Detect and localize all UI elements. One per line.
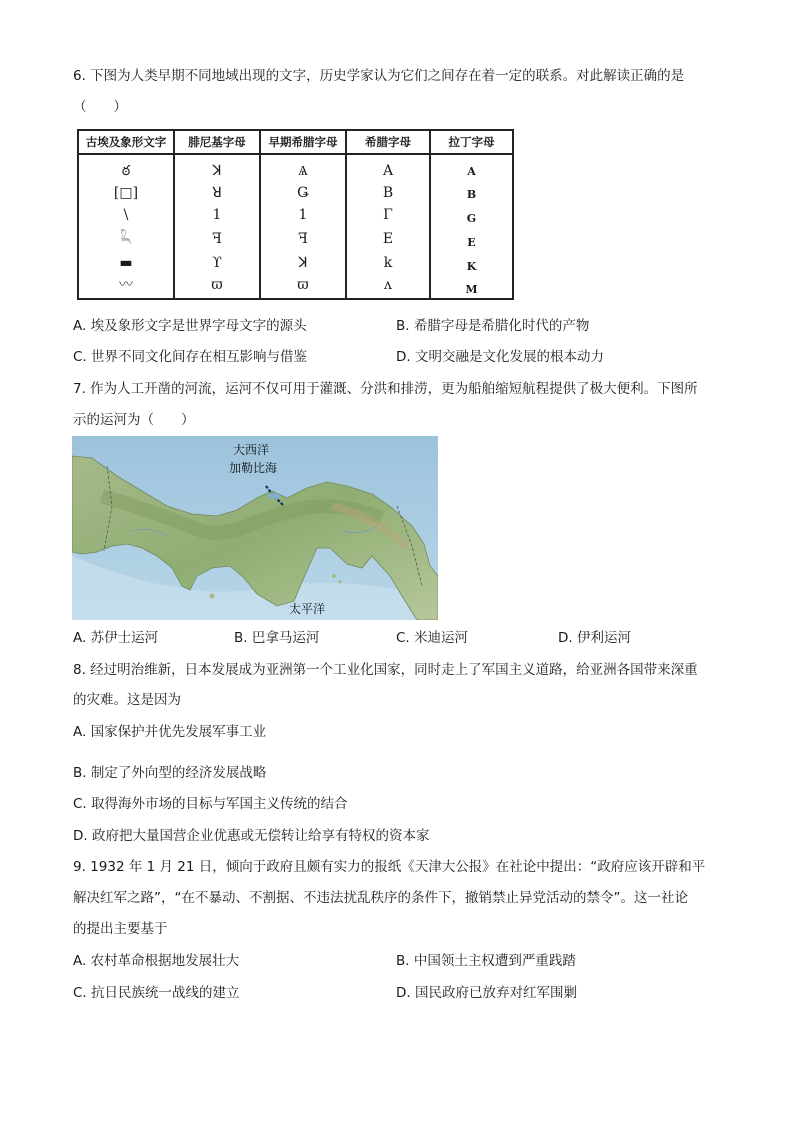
glyph: ꓘ [298, 255, 308, 271]
glyph: ꟻ [298, 231, 308, 247]
q6-stem-line2: （ ） [73, 99, 127, 115]
q9-option-a[interactable]: A. 农村革命根据地发展壮大 [73, 953, 240, 969]
q8-option-c[interactable]: C. 取得海外市场的目标与军国主义传统的结合 [73, 796, 348, 812]
q7-option-a[interactable]: A. 苏伊士运河 [73, 630, 159, 646]
glyph: ఠ [121, 163, 131, 179]
glyph: B [382, 185, 394, 201]
q7-option-b[interactable]: B. 巴拿马运河 [234, 630, 320, 646]
header-greek: 希腊字母 [347, 131, 429, 155]
glyph: Ѧ [297, 163, 309, 179]
glyph: \ [123, 207, 129, 223]
island [210, 594, 215, 599]
glyph: ϖ [297, 277, 309, 293]
glyph: 1 [298, 207, 308, 223]
glyph: ꓘ [212, 163, 222, 179]
col-early-greek [261, 131, 347, 298]
glyph: A [467, 165, 476, 178]
glyph: E [467, 236, 476, 249]
glyph: G [466, 212, 477, 225]
label-atlantic: 大西洋 [233, 443, 270, 457]
q9-option-c[interactable]: C. 抗日民族统一战线的建立 [73, 985, 240, 1001]
glyph: M [465, 283, 478, 296]
header-egyptian: 古埃及象形文字 [79, 131, 173, 155]
q6-option-b[interactable]: B. 希腊字母是希腊化时代的产物 [396, 318, 590, 334]
script-comparison-table [77, 129, 514, 300]
glyph: 1 [212, 207, 222, 223]
q6-option-a[interactable]: A. 埃及象形文字是世界字母文字的源头 [73, 318, 307, 334]
glyph: 𓆗 [120, 231, 132, 247]
q8-stem-line1: 8. 经过明治维新，日本发展成为亚洲第一个工业化国家，同时走上了军国主义道路，给亚洲各国带来深重 [73, 662, 698, 678]
q8-stem-line2: 的灾难。这是因为 [73, 692, 181, 708]
q9-option-d[interactable]: D. 国民政府已放弃对红军围剿 [396, 985, 577, 1001]
glyph: B [466, 188, 477, 201]
q9-option-b[interactable]: B. 中国领土主权遭到严重践踏 [396, 953, 576, 969]
q9-stem-line1: 9. 1932 年 1 月 21 日，倾向于政府且颇有实力的报纸《天津大公报》在社论中提出：“政府应该开辟和平 [73, 859, 706, 875]
col-phoenician [175, 131, 261, 298]
island [339, 581, 342, 584]
gatun-lake [268, 493, 280, 499]
q9-stem-line2: 解决红军之路”，“在不暴动、不割据、不违法扰乱秩序的条件下，撤销禁止异党活动的禁令”。这一社论 [73, 890, 688, 906]
glyph: ϖ [211, 277, 223, 293]
q8-option-b[interactable]: B. 制定了外向型的经济发展战略 [73, 765, 267, 781]
glyph: [□] [113, 185, 139, 201]
panama-map [72, 436, 438, 620]
glyph: ᴧ [384, 277, 392, 293]
col-egyptian [79, 131, 175, 298]
label-caribbean: 加勒比海 [229, 461, 278, 475]
q7-stem-line2: 示的运河为（ ） [73, 412, 195, 428]
q9-stem-line3: 的提出主要基于 [73, 921, 168, 937]
header-early-greek: 早期希腊字母 [261, 131, 345, 155]
island [332, 574, 336, 578]
glyph: k [383, 255, 393, 271]
glyph: Γ [383, 207, 393, 223]
q6-stem-line1: 6. 下图为人类早期不同地域出现的文字，历史学家认为它们之间存在着一定的联系。对此解读正确的是 [73, 68, 685, 84]
glyph: 〰 [119, 277, 133, 293]
glyph: E [382, 231, 394, 247]
label-pacific: 太平洋 [289, 602, 326, 616]
glyph: ꟻ [212, 231, 222, 247]
q6-option-c[interactable]: C. 世界不同文化间存在相互影响与借鉴 [73, 349, 308, 365]
q8-option-a[interactable]: A. 国家保护并优先发展军事工业 [73, 724, 267, 740]
glyph: K [466, 260, 477, 273]
q7-stem-line1: 7. 作为人工开凿的河流，运河不仅可用于灌溉、分洪和排涝，更为船舶缩短航程提供了极大便利。下图所 [73, 381, 698, 397]
glyph: ꓤ [212, 185, 222, 201]
col-latin [431, 131, 512, 298]
glyph: A [382, 163, 394, 179]
glyph: ϒ [212, 255, 222, 271]
q8-option-d[interactable]: D. 政府把大量国营企业优惠或无偿转让给享有特权的资本家 [73, 828, 430, 844]
q7-option-d[interactable]: D. 伊利运河 [558, 630, 631, 646]
q7-option-c[interactable]: C. 米迪运河 [396, 630, 469, 646]
q6-option-d[interactable]: D. 文明交融是文化发展的根本动力 [396, 349, 604, 365]
glyph: Ǥ [297, 185, 309, 201]
header-phoenician: 腓尼基字母 [175, 131, 259, 155]
col-greek [347, 131, 431, 298]
glyph: ▬ [119, 255, 133, 271]
header-latin: 拉丁字母 [431, 131, 512, 155]
